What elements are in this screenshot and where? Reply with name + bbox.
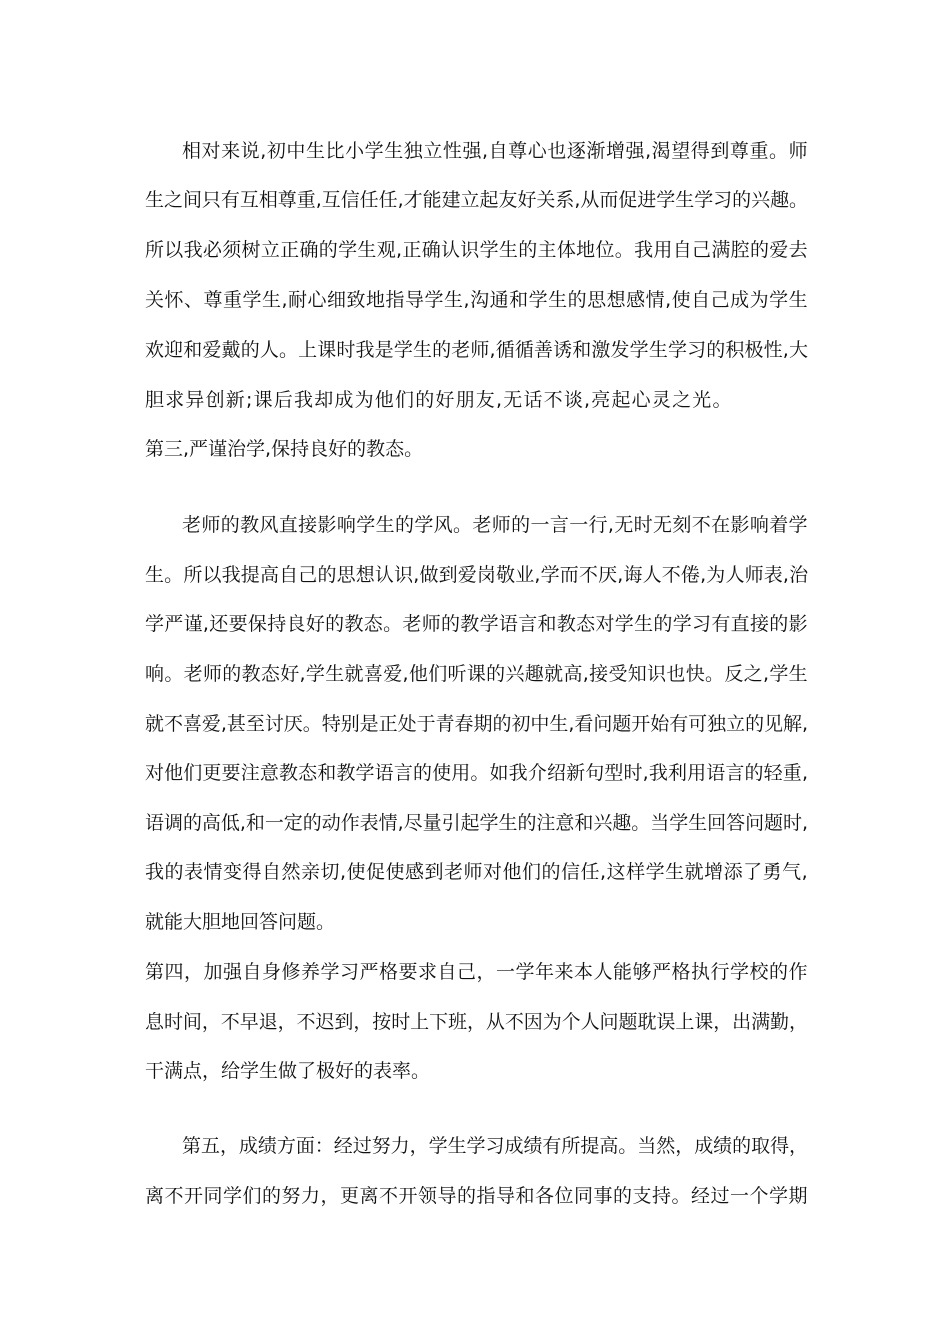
text-line: 响。老师的教态好,学生就喜爱,他们听课的兴趣就高,接受知识也快。反之,学生 (145, 663, 808, 685)
text-line: 息时间，不早退，不迟到，按时上下班，从不因为个人问题耽误上课，出满勤， (145, 1011, 808, 1033)
text-line: 关怀、尊重学生,耐心细致地指导学生,沟通和学生的思想感情,使自己成为学生 (145, 289, 809, 311)
text-line: 就能大胆地回答问题。 (145, 911, 336, 933)
text-line: 欢迎和爱戴的人。上课时我是学生的老师,循循善诱和激发学生学习的积极性,大 (145, 339, 809, 361)
text-line: 离不开同学们的努力，更离不开领导的指导和各位同事的支持。经过一个学期 (145, 1185, 809, 1207)
text-line: 对他们更要注意教态和教学语言的使用。如我介绍新句型时,我利用语言的轻重, (145, 762, 809, 784)
text-line: 所以我必须树立正确的学生观,正确认识学生的主体地位。我用自己满腔的爱去 (145, 239, 808, 261)
section-heading: 第四，加强自身修养学习严格要求自己，一学年来本人能够严格执行学校的作 (145, 961, 809, 983)
text-line: 第五，成绩方面：经过努力，学生学习成绩有所提高。当然，成绩的取得， (182, 1135, 809, 1157)
text-line: 干满点，给学生做了极好的表率。 (145, 1060, 431, 1082)
text-line: 老师的教风直接影响学生的学风。老师的一言一行,无时无刻不在影响着学 (182, 514, 808, 536)
text-line: 就不喜爱,甚至讨厌。特别是正处于青春期的初中生,看问题开始有可独立的见解, (145, 713, 809, 735)
text-line: 生。所以我提高自己的思想认识,做到爱岗敬业,学而不厌,诲人不倦,为人师表,治 (145, 564, 809, 586)
text-line: 我的表情变得自然亲切,使促使感到老师对他们的信任,这样学生就增添了勇气, (145, 861, 809, 883)
text-line: 相对来说,初中生比小学生独立性强,自尊心也逐渐增强,渴望得到尊重。师 (182, 140, 809, 162)
section-heading: 第三,严谨治学,保持良好的教态。 (145, 438, 424, 460)
text-line: 生之间只有互相尊重,互信任任,才能建立起友好关系,从而促进学生学习的兴趣。 (145, 189, 809, 211)
text-line: 语调的高低,和一定的动作表情,尽量引起学生的注意和兴趣。当学生回答问题时, (145, 812, 809, 834)
text-line: 胆求异创新;课后我却成为他们的好朋友,无话不谈,亮起心灵之光。 (145, 389, 733, 411)
text-line: 学严谨,还要保持良好的教态。老师的教学语言和教态对学生的学习有直接的影 (145, 613, 808, 635)
